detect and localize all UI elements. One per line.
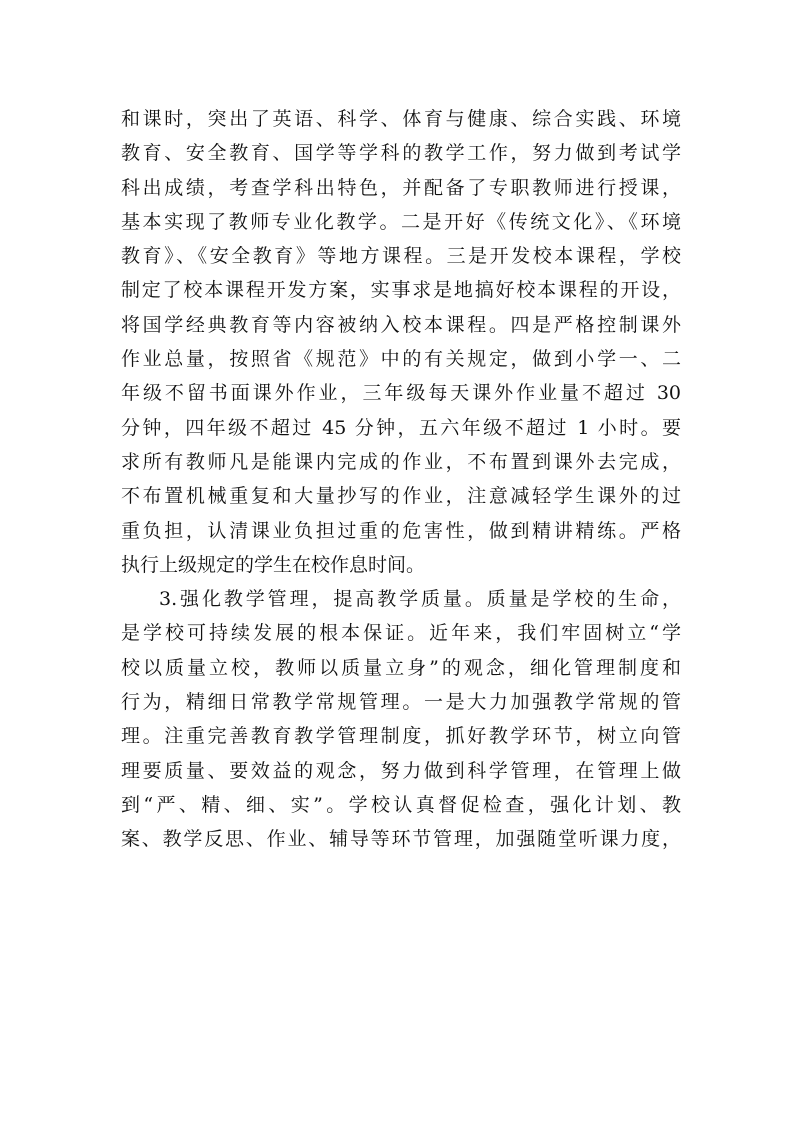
paragraph-end-line: 执行上级规定的学生在校作息时间。 [121,553,426,576]
text-line: 理。注重完善教育教学管理制度，抓好教学环节，树立向管 [121,725,681,748]
text-line: 制定了校本课程开发方案，实事求是地搞好校本课程的开设， [121,279,681,302]
text-line: 教育、安全教育、国学等学科的教学工作，努力做到考试学 [121,142,681,165]
text-line: 案、教学反思、作业、辅导等环节管理，加强随堂听课力度， [121,828,681,851]
text-line: 行为，精细日常教学常规管理。一是大力加强教学常规的管 [121,691,681,714]
text-line: 理要质量、要效益的观念，努力做到科学管理，在管理上做 [121,759,681,782]
text-line: 将国学经典教育等内容被纳入校本课程。四是严格控制课外 [121,313,681,336]
text-line: 校以质量立校，教师以质量立身”的观念，细化管理制度和 [121,656,681,679]
text-line: 到“严、精、细、实”。学校认真督促检查，强化计划、教 [121,793,681,816]
text-line: 不布置机械重复和大量抄写的作业，注意减轻学生课外的过 [121,485,681,508]
text-line: 求所有教师凡是能课内完成的作业，不布置到课外去完成， [121,450,681,473]
body-text [121,102,681,857]
text-line: 作业总量，按照省《规范》中的有关规定，做到小学一、二 [121,348,681,371]
paragraph-start-line: 3.强化教学管理，提高教学质量。质量是学校的生命， [159,588,681,611]
text-line: 年级不留书面课外作业，三年级每天课外作业量不超过 30 [121,382,681,405]
text-line: 基本实现了教师专业化教学。二是开好《传统文化》、《环境 [121,210,681,233]
text-line: 科出成绩，考查学科出特色，并配备了专职教师进行授课， [121,176,681,199]
text-line: 教育》、《安全教育》等地方课程。三是开发校本课程，学校 [121,245,681,268]
text-line: 和课时，突出了英语、科学、体育与健康、综合实践、环境 [121,108,681,130]
text-line: 是学校可持续发展的根本保证。近年来，我们牢固树立“学 [121,622,681,645]
text-line: 分钟，四年级不超过 45 分钟，五六年级不超过 1 小时。要 [121,416,681,439]
text-line: 重负担，认清课业负担过重的危害性，做到精讲精练。严格 [121,519,681,542]
